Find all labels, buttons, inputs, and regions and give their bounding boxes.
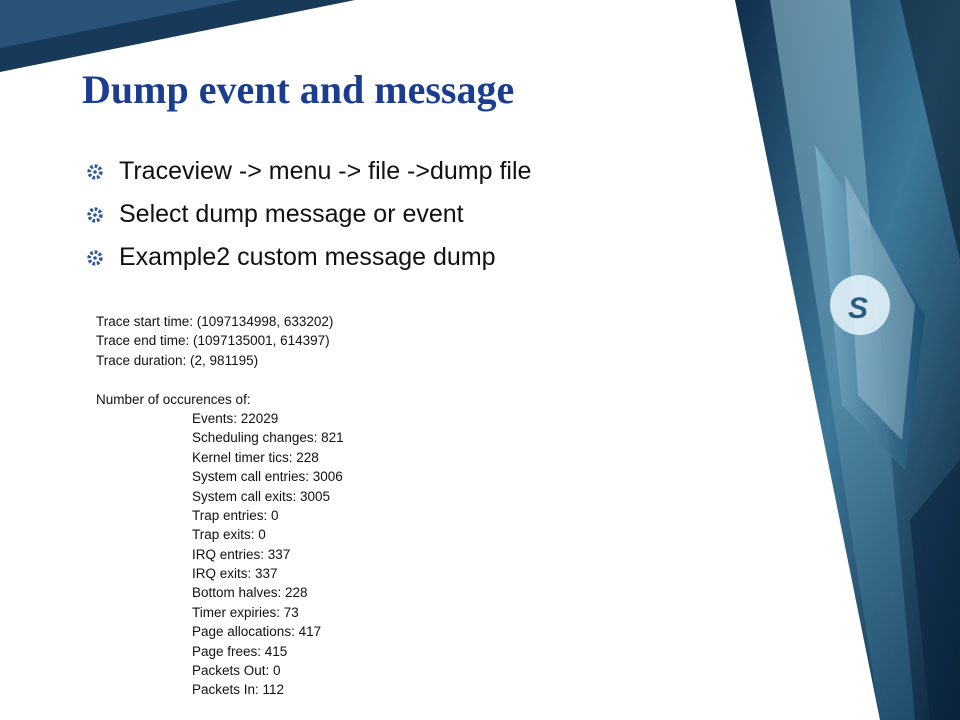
occurrence-line: Events: 22029 xyxy=(192,410,279,426)
gear-bullet-icon xyxy=(86,206,104,224)
occurrence-line: IRQ entries: 337 xyxy=(192,546,291,562)
bullet-list xyxy=(86,150,531,279)
bullet-text: Select dump message or event xyxy=(119,200,464,228)
occurrence-line: IRQ exits: 337 xyxy=(192,566,278,582)
occurrence-line: Packets In: 112 xyxy=(192,682,285,698)
slide-title: Dump event and message xyxy=(82,67,515,112)
occurrence-line: Page allocations: 417 xyxy=(192,624,322,640)
occurrence-line: Scheduling changes: 821 xyxy=(192,430,344,446)
tech-panel-decoration xyxy=(735,0,960,720)
bullet-item xyxy=(86,150,531,193)
gear-bullet-icon xyxy=(86,163,104,181)
bullet-text: Traceview -> menu -> file ->dump file xyxy=(119,157,532,185)
occurrence-line: System call exits: 3005 xyxy=(192,488,331,504)
occurrence-line: Timer expiries: 73 xyxy=(192,604,299,620)
occurrence-line: Bottom halves: 228 xyxy=(192,585,308,601)
bullet-item xyxy=(86,236,531,279)
bullet-text: Example2 custom message dump xyxy=(119,243,496,271)
occurrence-line: Trap entries: 0 xyxy=(192,507,279,523)
gear-bullet-icon xyxy=(86,249,104,267)
trace-end-time: Trace end time: (1097135001, 614397) xyxy=(96,333,330,349)
trace-duration: Trace duration: (2, 981195) xyxy=(96,352,259,368)
occurrence-line: System call entries: 3006 xyxy=(192,469,343,485)
svg-text:S: S xyxy=(848,292,869,325)
occurrence-line: Page frees: 415 xyxy=(192,643,288,659)
occurrence-line: Trap exits: 0 xyxy=(192,527,266,543)
trace-start-time: Trace start time: (1097134998, 633202) xyxy=(96,314,334,329)
occurrences-list xyxy=(192,409,344,700)
occurrence-line: Kernel timer tics: 228 xyxy=(192,449,319,465)
occurrences-title: Number of occurences of: xyxy=(96,391,251,407)
occurrence-line: Packets Out: 0 xyxy=(192,663,281,679)
dump-output xyxy=(96,312,344,700)
bullet-item xyxy=(86,193,531,236)
